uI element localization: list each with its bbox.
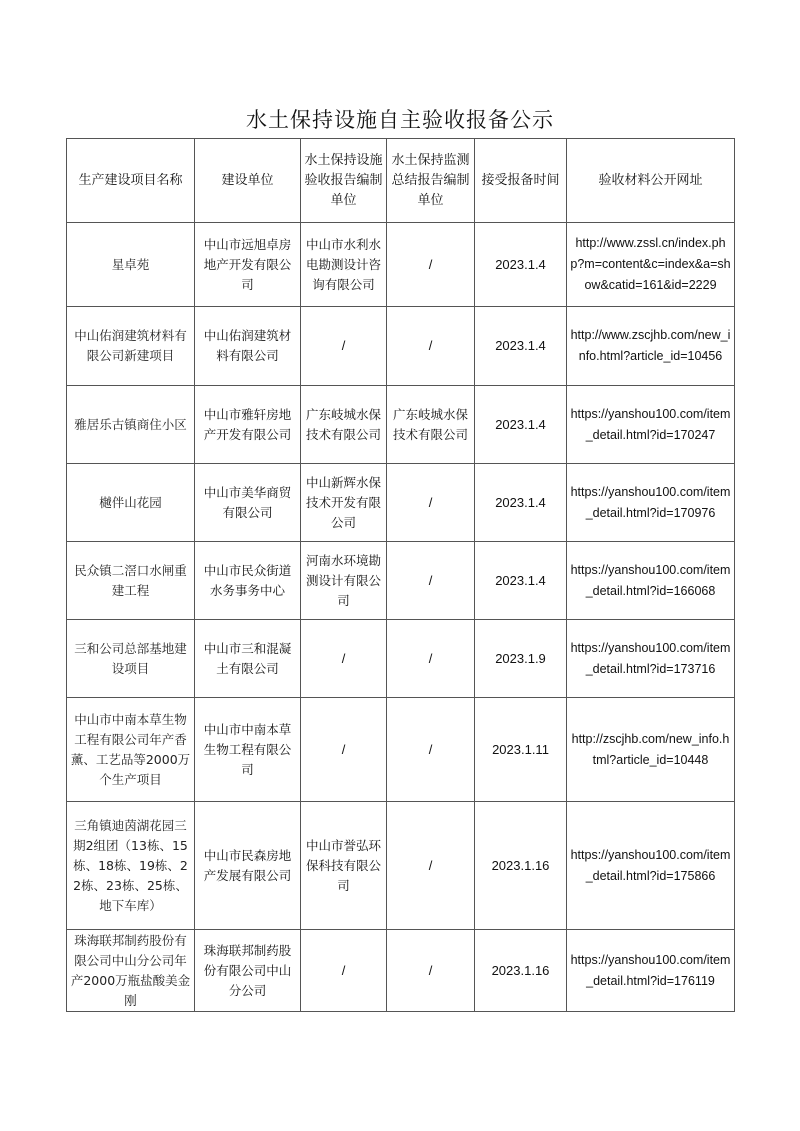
- builder-unit: 中山市雅轩房地产开发有限公司: [195, 386, 301, 464]
- table-row: [67, 542, 735, 620]
- material-url[interactable]: https://yanshou100.com/item_detail.html?id=175866: [567, 802, 735, 930]
- acceptance-unit: 中山新辉水保技术开发有限公司: [301, 464, 387, 542]
- material-url[interactable]: https://yanshou100.com/item_detail.html?id=176119: [567, 930, 735, 1012]
- table-row: [67, 386, 735, 464]
- monitoring-unit: /: [387, 307, 475, 386]
- acceptance-unit: 广东岐城水保技术有限公司: [301, 386, 387, 464]
- builder-unit: 中山市中南本草生物工程有限公司: [195, 698, 301, 802]
- project-name: 雅居乐古镇商住小区: [67, 386, 195, 464]
- report-date: 2023.1.4: [475, 542, 567, 620]
- material-url[interactable]: https://yanshou100.com/item_detail.html?id=173716: [567, 620, 735, 698]
- builder-unit: 中山佑润建筑材料有限公司: [195, 307, 301, 386]
- material-url[interactable]: http://www.zssl.cn/index.php?m=content&c=index&a=show&catid=161&id=2229: [567, 223, 735, 307]
- report-date: 2023.1.4: [475, 223, 567, 307]
- project-name: 民众镇二滘口水闸重建工程: [67, 542, 195, 620]
- report-date: 2023.1.4: [475, 386, 567, 464]
- acceptance-unit: 河南水环境勘测设计有限公司: [301, 542, 387, 620]
- builder-unit: 中山市美华商贸有限公司: [195, 464, 301, 542]
- monitoring-unit: /: [387, 930, 475, 1012]
- column-header: 建设单位: [195, 139, 301, 223]
- acceptance-unit: /: [301, 620, 387, 698]
- builder-unit: 中山市民森房地产发展有限公司: [195, 802, 301, 930]
- column-header: 水土保持监测总结报告编制单位: [387, 139, 475, 223]
- table-row: [67, 620, 735, 698]
- table-row: [67, 930, 735, 1012]
- project-name: 珠海联邦制药股份有限公司中山分公司年产2000万瓶盐酸美金刚: [67, 930, 195, 1012]
- builder-unit: 珠海联邦制药股份有限公司中山分公司: [195, 930, 301, 1012]
- acceptance-unit: /: [301, 930, 387, 1012]
- project-name: 樾伴山花园: [67, 464, 195, 542]
- material-url[interactable]: https://yanshou100.com/item_detail.html?id=170247: [567, 386, 735, 464]
- monitoring-unit: /: [387, 802, 475, 930]
- material-url[interactable]: https://yanshou100.com/item_detail.html?id=170976: [567, 464, 735, 542]
- project-name: 星卓苑: [67, 223, 195, 307]
- table-row: [67, 698, 735, 802]
- monitoring-unit: 广东岐城水保技术有限公司: [387, 386, 475, 464]
- material-url[interactable]: https://yanshou100.com/item_detail.html?id=166068: [567, 542, 735, 620]
- report-table: [66, 138, 735, 1012]
- project-name: 三角镇迪茵湖花园三期2组团（13栋、15栋、18栋、19栋、22栋、23栋、25栋、地下车库）: [67, 802, 195, 930]
- table-header-row: [67, 139, 735, 223]
- report-date: 2023.1.4: [475, 464, 567, 542]
- column-header: 验收材料公开网址: [567, 139, 735, 223]
- report-date: 2023.1.11: [475, 698, 567, 802]
- table-row: [67, 307, 735, 386]
- acceptance-unit: /: [301, 307, 387, 386]
- monitoring-unit: /: [387, 464, 475, 542]
- table-row: [67, 223, 735, 307]
- project-name: 中山佑润建筑材料有限公司新建项目: [67, 307, 195, 386]
- column-header: 接受报备时间: [475, 139, 567, 223]
- table-row: [67, 464, 735, 542]
- column-header: 生产建设项目名称: [67, 139, 195, 223]
- monitoring-unit: /: [387, 223, 475, 307]
- monitoring-unit: /: [387, 542, 475, 620]
- monitoring-unit: /: [387, 698, 475, 802]
- column-header: 水土保持设施验收报告编制单位: [301, 139, 387, 223]
- report-date: 2023.1.16: [475, 930, 567, 1012]
- report-date: 2023.1.16: [475, 802, 567, 930]
- monitoring-unit: /: [387, 620, 475, 698]
- project-name: 中山市中南本草生物工程有限公司年产香薰、工艺品等2000万个生产项目: [67, 698, 195, 802]
- builder-unit: 中山市三和混凝土有限公司: [195, 620, 301, 698]
- acceptance-unit: 中山市水利水电勘测设计咨询有限公司: [301, 223, 387, 307]
- builder-unit: 中山市远旭卓房地产开发有限公司: [195, 223, 301, 307]
- acceptance-unit: /: [301, 698, 387, 802]
- report-date: 2023.1.9: [475, 620, 567, 698]
- report-date: 2023.1.4: [475, 307, 567, 386]
- page-title: 水土保持设施自主验收报备公示: [246, 108, 554, 132]
- project-name: 三和公司总部基地建设项目: [67, 620, 195, 698]
- material-url[interactable]: http://zscjhb.com/new_info.html?article_id=10448: [567, 698, 735, 802]
- table-row: [67, 802, 735, 930]
- material-url[interactable]: http://www.zscjhb.com/new_info.html?article_id=10456: [567, 307, 735, 386]
- acceptance-unit: 中山市誉弘环保科技有限公司: [301, 802, 387, 930]
- builder-unit: 中山市民众街道水务事务中心: [195, 542, 301, 620]
